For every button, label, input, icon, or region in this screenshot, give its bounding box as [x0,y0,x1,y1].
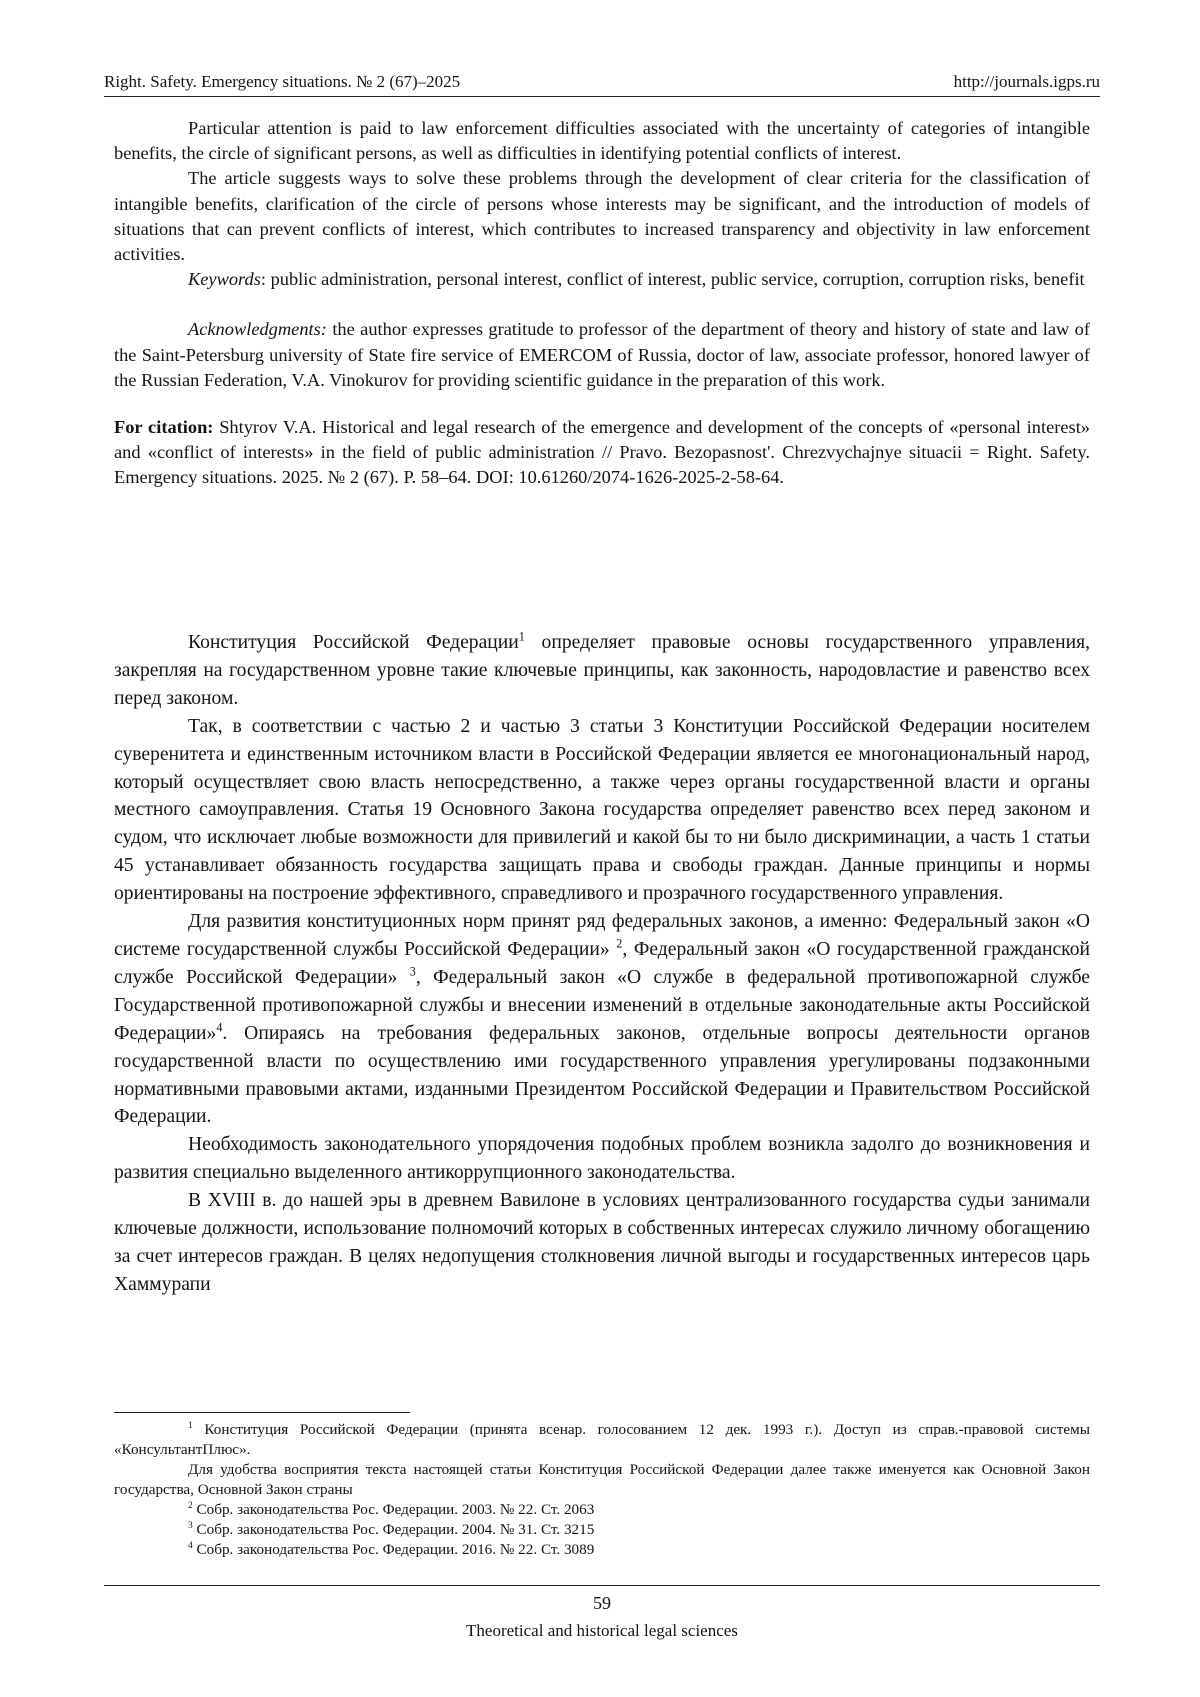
footnote-number: 2 [188,1500,193,1511]
body-paragraph [114,629,1090,713]
acknowledgments [114,317,1090,393]
footer-divider [104,1585,1100,1586]
footnote-ref[interactable]: 1 [518,629,525,644]
footnote [114,1520,1090,1540]
footnote-ref[interactable]: 3 [409,964,416,979]
footnote-number: 3 [188,1520,193,1531]
article-body [114,629,1090,1299]
header-divider [104,96,1100,97]
abstract-paragraph: Particular attention is paid to law enforcement difficulties associated with the uncertainty of categories of intangible benefits, the circle of significant persons, as well as difficulties in identifying potential conflicts of interest. [114,118,1090,164]
footnote [114,1500,1090,1520]
abstract-paragraph: The article suggests ways to solve these problems through the development of clear criteria for the classification of intangible benefits, clarification of the circle of persons whose interests may be significant, and the introduction of models of situations that can prevent conflicts of interest, which contributes to increased transparency and objectivity in law enforcement activities. [114,168,1090,265]
body-paragraph: Необходимость законодательного упорядочения подобных проблем возникла задолго до возникновения и развития специально выделенного антикоррупционного законодательства. [114,1134,1090,1184]
footnote-ref[interactable]: 2 [616,936,623,951]
acknowledgments-label: Acknowledgments: [188,319,327,340]
footnote-text: Конституция Российской Федерации (принята всенар. голосованием 12 дек. 1993 г.). Доступ из справ.-правовой системы «КонсультантПлюс». [114,1421,1090,1458]
citation [114,415,1090,491]
journal-url[interactable]: http://journals.igps.ru [953,72,1100,91]
english-front-matter [114,116,1090,491]
footnote [114,1540,1090,1560]
footnotes [114,1420,1090,1560]
section-title: Theoretical and historical legal sciences [466,1621,738,1640]
keywords-text: : public administration, personal interest, conflict of interest, public service, corruption, corruption risks, benefit [260,269,1085,290]
body-text: Для развития конституционных норм принят ряд федеральных законов, а именно: Федеральный закон «О системе государственной службы Российской Федерации» [114,911,1090,960]
body-text: . Опираясь на требования федеральных законов, отдельные вопросы деятельности органов государственной власти по осуществлению ими государственного управления урегулированы подзаконными нормативными правовыми актами, изданными Президентом Российской Федерации и Правительством Российской Федерации. [114,1022,1090,1128]
keywords-label: Keywords [188,269,261,290]
footnote-ref[interactable]: 4 [216,1020,223,1035]
footnote [114,1420,1090,1460]
footnote-text: Собр. законодательства Рос. Федерации. 2004. № 31. Ст. 3215 [192,1521,595,1538]
body-text: Конституция Российской Федерации [188,632,519,653]
journal-title: Right. Safety. Emergency situations. № 2 (67)–2025 [104,72,461,91]
body-paragraph: Так, в соответствии с частью 2 и частью 3 статьи 3 Конституции Российской Федерации носителем суверенитета и единственным источником власти в Российской Федерации является ее многонациональный народ, который осуществляет свою власть непосредственно, а также через органы государственной власти и органы местного самоуправления. Статья 19 Основного Закона государства определяет равенство всех перед законом и судом, что исключает любые возможности для привилегий и какой бы то ни было дискриминации, а часть 1 статьи 45 устанавливает обязанность государства защищать права и свободы граждан. Данные принципы и нормы ориентированы на построение эффективного, справедливого и прозрачного государственного управления. [114,715,1090,905]
footnote-divider [114,1412,410,1413]
acknowledgments-text: the author expresses gratitude to professor of the department of theory and history of state and law of the Saint-Petersburg university of State fire service of EMERCOM of Russia, doctor of law, associate professor, honored lawyer of the Russian Federation, V.A. Vinokurov for providing scientific guidance in the preparation of this work. [114,319,1090,390]
body-text: , Федеральный закон «О службе в федеральной противопожарной службе Государственной противопожарной службы и внесении изменений в отдельные законодательные акты Российской Федерации» [114,966,1090,1044]
citation-text: Shtyrov V.A. Historical and legal research of the emergence and development of the concepts of «personal interest» and «conflict of interests» in the field of public administration // Pravo. Bezopasnost'. Chrezvychajnye situacii = Right. Safety. Emergency situations. 2025. № 2 (67). P. 58–64. DOI: 10.61260/2074-1626-2025-2-58-64. [114,417,1090,488]
footnote-number: 1 [188,1420,193,1431]
citation-label: For citation: [114,417,214,438]
body-paragraph [114,908,1090,1131]
body-text: , Федеральный закон «О государственной гражданской службе Российской Федерации» [114,938,1090,988]
body-paragraph: В XVIII в. до нашей эры в древнем Вавилоне в условиях централизованного государства судьи занимали ключевые должности, использование полномочий которых в собственных интересах служило личному обогащению за счет интересов граждан. В целях недопущения столкновения личной выгоды и государственных интересов царь Хаммурапи [114,1190,1090,1295]
footnote [114,1460,1090,1500]
footnote-text: Собр. законодательства Рос. Федерации. 2003. № 22. Ст. 2063 [192,1501,595,1518]
running-header [104,72,1100,92]
footnote-text: Для удобства восприятия текста настоящей статьи Конституция Российской Федерации далее также именуется как Основной Закон государства, Основной Закон страны [114,1461,1090,1498]
page-number: 59 [593,1593,611,1613]
footnote-number: 4 [188,1540,193,1551]
keywords [114,267,1090,292]
body-text: определяет правовые основы государственного управления, закрепляя на государственном уровне такие ключевые принципы, как законность, народовластие и равенство всех перед законом. [114,632,1090,709]
footnote-text: Собр. законодательства Рос. Федерации. 2016. № 22. Ст. 3089 [192,1541,595,1558]
